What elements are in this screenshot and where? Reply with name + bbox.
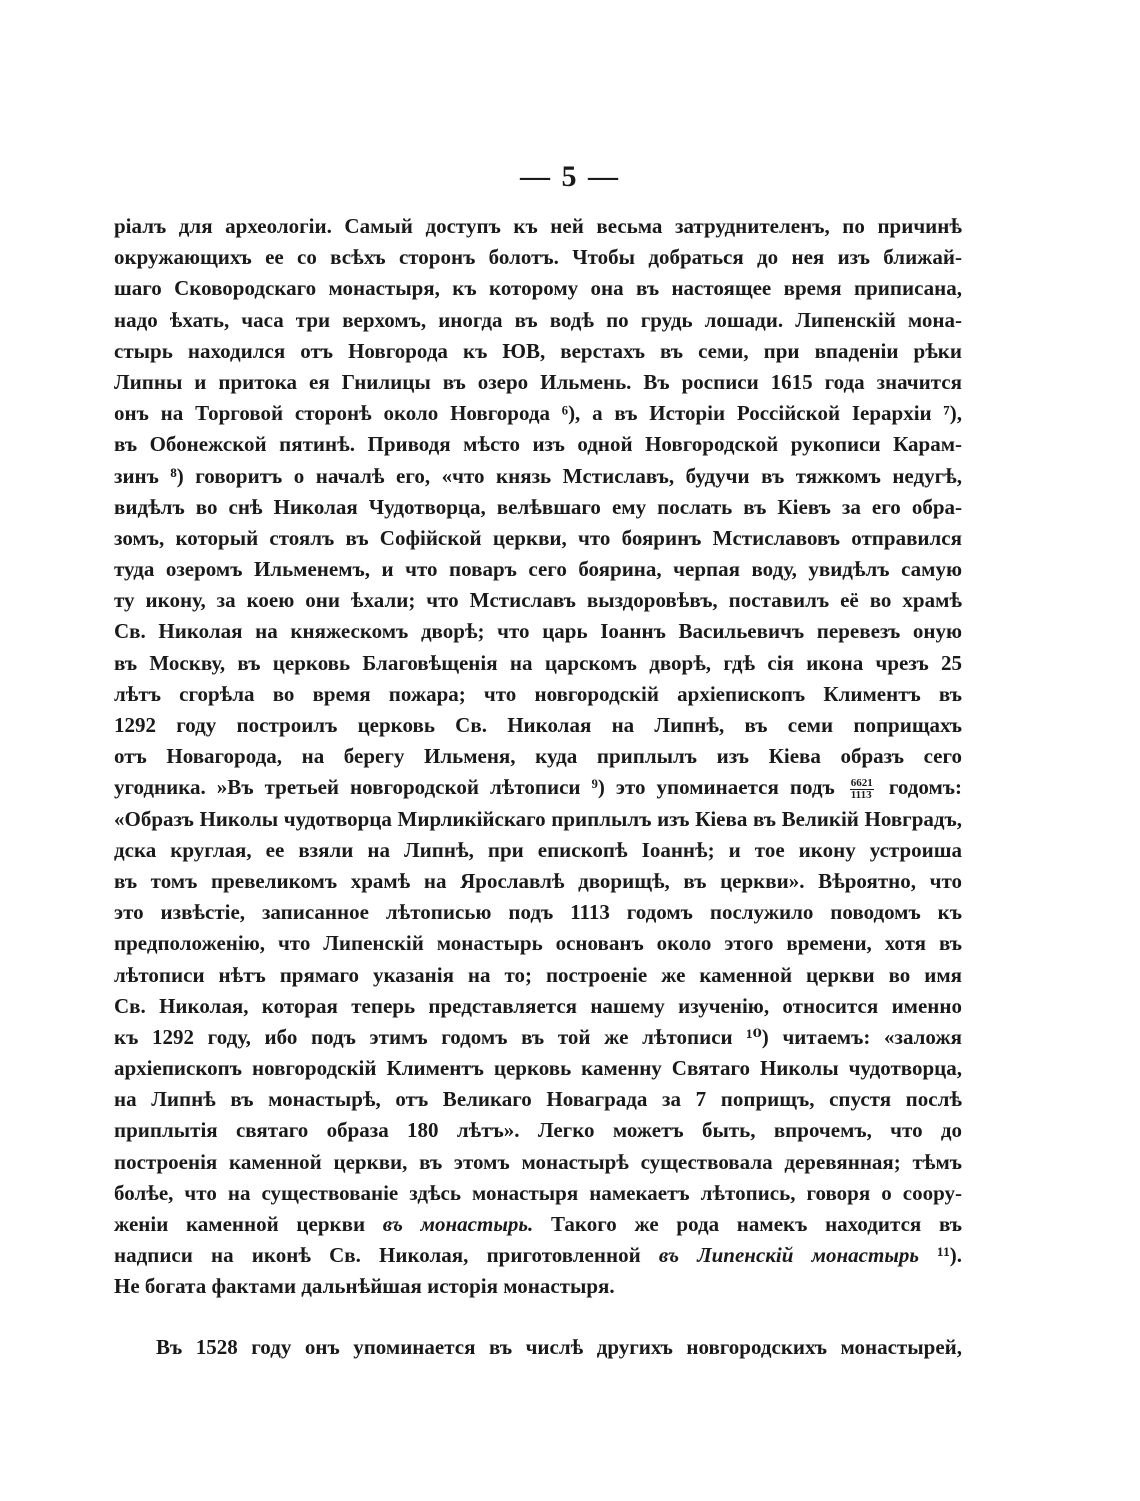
- text-line: зинъ ⁸) говоритъ о началѣ его, «что князь Мстиславъ, будучи въ тяжкомъ недугѣ,: [114, 463, 962, 488]
- text-line: «Образъ Николы чудотворца Мирликійскаго приплылъ изъ Кіева въ Великій Новградъ,: [114, 806, 962, 831]
- text-line: въ Обонежской пятинѣ. Приводя мѣсто изъ одной Новгородской рукописи Карам-: [114, 432, 962, 457]
- page-number: — 5 —: [520, 160, 620, 193]
- italic-phrase: въ Липенскій монастырь: [658, 1243, 919, 1268]
- text-line: Св. Николая, которая теперь представляется нашему изученію, относится именно: [114, 993, 962, 1018]
- text-line: это извѣстіе, записанное лѣтописью подъ 1113 годомъ послужило поводомъ къ: [114, 900, 962, 925]
- text-line: на Липнѣ въ монастырѣ, отъ Великаго Новаграда за 7 поприщъ, спустя послѣ: [114, 1087, 962, 1112]
- paragraph-last-line: Не богата фактами дальнѣйшая исторія монастыря.: [114, 1274, 615, 1299]
- text-line: ріалъ для археологіи. Самый доступъ къ ней весьма затруднителенъ, по причинѣ: [114, 214, 962, 238]
- text-line: въ Москву, въ церковь Благовѣщенія на царскомъ дворѣ, гдѣ сія икона чрезъ 25: [114, 650, 962, 675]
- text-line: архіепископъ новгородскій Климентъ церковь каменну Святаго Николы чудотворца,: [114, 1056, 962, 1081]
- text-line: 1292 году построилъ церковь Св. Николая на Липнѣ, въ семи поприщахъ: [114, 713, 962, 737]
- text-line: онъ на Торговой сторонѣ около Новгорода ⁶), а въ Исторіи Россійской Іерархіи ⁷),: [114, 401, 962, 426]
- line-text-before: женіи каменной церкви: [114, 1212, 366, 1236]
- text-line: въ томъ превеликомъ храмѣ на Ярославлѣ дворищѣ, въ церкви». Вѣроятно, что: [114, 868, 962, 893]
- text-line: лѣтъ сгорѣла во время пожара; что новгородскій архіепископъ Климентъ въ: [114, 681, 962, 706]
- text-line: отъ Новагорода, на берегу Ильменя, куда приплылъ изъ Кіева образъ сего: [114, 744, 962, 769]
- next-paragraph-first-line: Въ 1528 году онъ упоминается въ числѣ другихъ новгородскихъ монастырей,: [156, 1334, 962, 1359]
- text-line: зомъ, который стоялъ въ Софійской церкви, что бояринъ Мстиславовъ отправился: [114, 525, 962, 550]
- text-line: шаго Сковородскаго монастыря, къ которому она въ настоящее время приписана,: [114, 276, 962, 301]
- text-line: видѣлъ во снѣ Николая Чудотворца, велѣвшаго ему послать въ Кіевъ за его обра-: [114, 494, 962, 519]
- text-line: болѣе, что на существованіе здѣсь монастыря намекаетъ лѣтопись, говоря о соору-: [114, 1180, 962, 1205]
- text-line: окружающихъ ее со всѣхъ сторонъ болотъ. Чтобы добраться до нея изъ ближай-: [114, 245, 962, 270]
- fraction-numerator: 6621: [850, 777, 873, 790]
- text-line: туда озеромъ Ильменемъ, и что поваръ сего боярина, черпая воду, увидѣлъ самую: [114, 557, 962, 582]
- text-line: приплытія святаго образа 180 лѣтъ». Легко можетъ быть, впрочемъ, что до: [114, 1118, 962, 1143]
- text-line: ту икону, за коею они ѣхали; что Мстиславъ выздоровѣвъ, поставилъ её во храмѣ: [114, 588, 962, 613]
- line-text-after: годомъ:: [888, 775, 962, 800]
- text-line-with-fraction: [114, 772, 962, 803]
- year-fraction: [850, 778, 874, 801]
- paragraph-gap: [114, 1303, 962, 1332]
- text-line: надо ѣхать, часа три верхомъ, иногда въ водѣ по грудь лошади. Липенскій мона-: [114, 307, 962, 332]
- text-line: построенія каменной церкви, въ этомъ монастырѣ существовала деревянная; тѣмъ: [114, 1149, 962, 1174]
- line-text-before: надписи на иконѣ Св. Николая, приготовленной: [114, 1243, 641, 1268]
- text-line: предположенію, что Липенскій монастырь основанъ около этого времени, хотя въ: [114, 931, 962, 956]
- line-text-after: Такого же рода намекъ находится въ: [550, 1212, 962, 1236]
- text-line: къ 1292 году, ибо подъ этимъ годомъ въ той же лѣтописи ¹⁰) читаемъ: «заложя: [114, 1024, 962, 1049]
- text-line: Св. Николая на княжескомъ дворѣ; что царь Іоаннъ Васильевичъ перевезъ оную: [114, 619, 962, 644]
- text-line: Липны и притока ея Гнилицы въ озеро Ильмень. Въ росписи 1615 года значится: [114, 369, 962, 394]
- text-line-with-italic: [114, 1209, 962, 1240]
- fraction-denominator: 1113: [850, 789, 872, 802]
- italic-phrase: въ монастырь.: [382, 1212, 534, 1236]
- body-text: [114, 211, 962, 1363]
- text-line: лѣтописи нѣтъ прямаго указанія на то; построеніе же каменной церкви во имя: [114, 962, 962, 987]
- text-line: стырь находился отъ Новгорода къ ЮВ, верстахъ въ семи, при впаденіи рѣки: [114, 338, 962, 363]
- text-line-with-italic: [114, 1240, 962, 1271]
- text-line: дска круглая, ее взяли на Липнѣ, при епископѣ Іоаннѣ; и тое икону устроиша: [114, 837, 962, 862]
- line-text-after: ¹¹).: [937, 1243, 962, 1268]
- line-text-before: угодника. »Въ третьей новгородской лѣтописи ⁹) это упоминается подъ: [114, 775, 835, 800]
